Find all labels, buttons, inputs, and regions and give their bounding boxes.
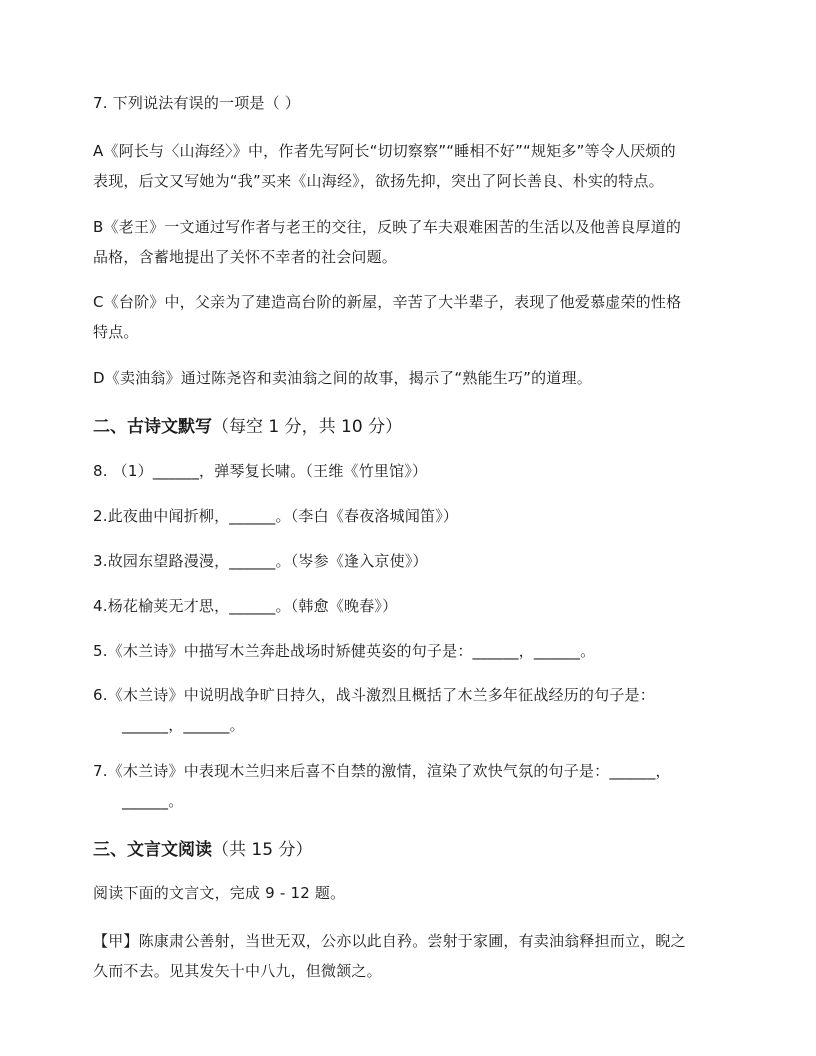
section-2-score: （每空 1 分，共 10 分） (212, 417, 403, 437)
reading-intro: 阅读下面的文言文，完成 9 - 12 题。 (93, 884, 346, 902)
question-7-stem: 7. 下列说法有误的一项是（ ） (93, 94, 301, 112)
question-8-item-5: 5.《木兰诗》中描写木兰奔赴战场时矫健英姿的句子是：______，______。 (93, 642, 596, 660)
section-3-title: 三、文言文阅读 (93, 840, 212, 860)
question-7-option-d-line1: D《卖油翁》通过陈尧咨和卖油翁之间的故事，揭示了“熟能生巧”的道理。 (93, 369, 592, 387)
section-3-score: （共 15 分） (212, 840, 313, 860)
question-8-item-7-line2: ______。 (122, 792, 184, 810)
reading-passage-jia-line1: 【甲】陈康肃公善射，当世无双，公亦以此自矜。尝射于家圃，有卖油翁释担而立，睨之 (93, 932, 686, 950)
question-8-item-4: 4.杨花榆荚无才思，______。（韩愈《晚春》） (93, 597, 398, 615)
question-8-item-3: 3.故园东望路漫漫，______。（岑参《逢入京使》） (93, 552, 428, 570)
question-8-item-6-line1: 6.《木兰诗》中说明战争旷日持久，战斗激烈且概括了木兰多年征战经历的句子是： (93, 686, 655, 704)
question-7-option-b-line1: B《老王》一文通过写作者与老王的交往，反映了车夫艰难困苦的生活以及他善良厚道的 (93, 218, 682, 236)
question-7-option-b-line2: 品格，含蓄地提出了关怀不幸者的社会问题。 (93, 248, 398, 266)
section-2-title: 二、古诗文默写 (93, 417, 212, 437)
reading-passage-jia-line2: 久而不去。见其发矢十中八九，但微颔之。 (93, 962, 382, 980)
question-8-item-2: 2.此夜曲中闻折柳，______。（李白《春夜洛城闻笛》） (93, 507, 459, 525)
question-7-option-c-line2: 特点。 (93, 323, 139, 341)
question-8-item-1: 8. （1）______，弹琴复长啸。（王维《竹里馆》） (93, 462, 428, 480)
question-7-option-a-line1: A《阿长与〈山海经〉》中，作者先写阿长“切切察察”“睡相不好”“规矩多”等令人厌烦的 (93, 142, 676, 160)
question-8-item-6-line2: ______，______。 (122, 716, 245, 734)
section-3-heading (93, 835, 312, 860)
question-7-option-c-line1: C《台阶》中，父亲为了建造高台阶的新屋，辛苦了大半辈子，表现了他爱慕虚荣的性格 (93, 293, 682, 311)
question-7-option-a-line2: 表现，后文又写她为“我”买来《山海经》，欲扬先抑，突出了阿长善良、朴实的特点。 (93, 172, 664, 190)
section-2-heading (93, 412, 402, 437)
question-8-item-7-line1: 7.《木兰诗》中表现木兰归来后喜不自禁的激情，渲染了欢快气氛的句子是：______， (93, 762, 671, 780)
